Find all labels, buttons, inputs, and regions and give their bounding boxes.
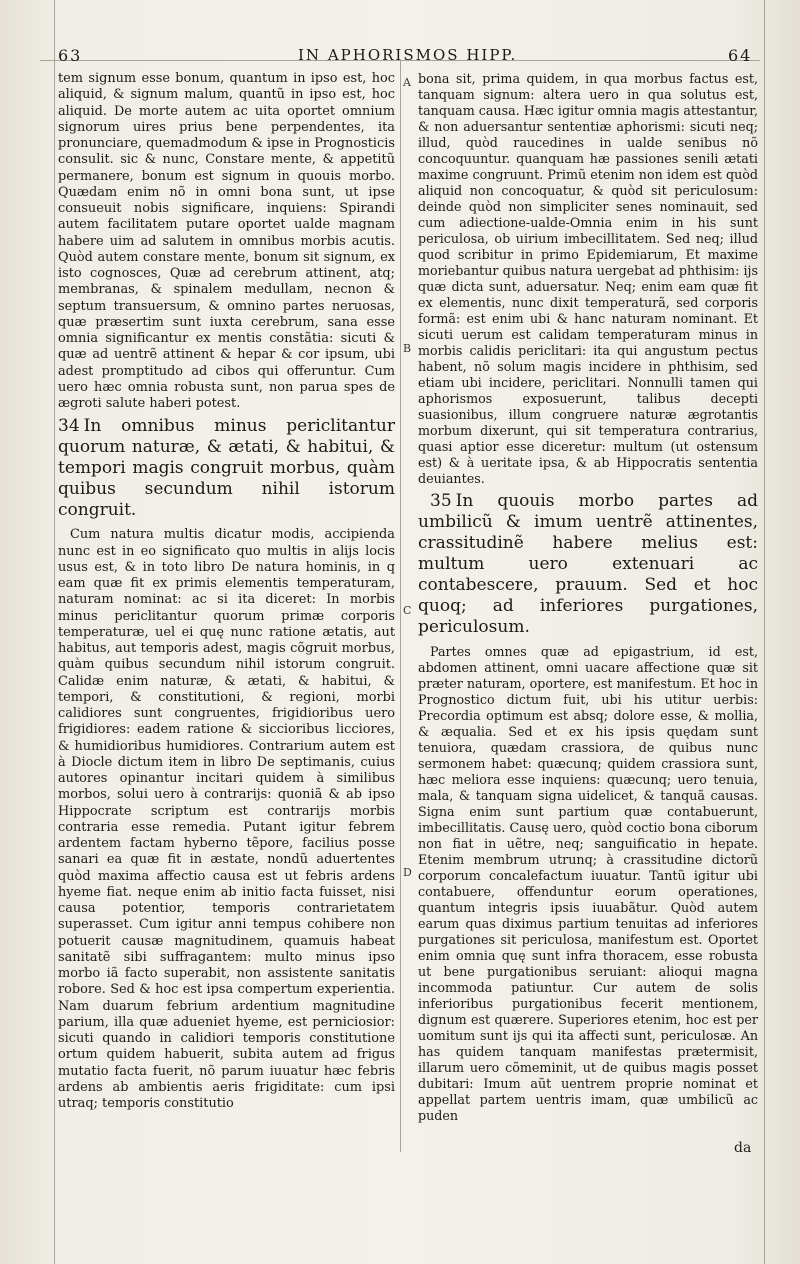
- aphorism-35-number: 35: [430, 491, 452, 511]
- page-number-left: 63: [58, 46, 83, 65]
- margin-letter-c: C: [403, 604, 412, 617]
- left-guide-line: [54, 0, 55, 1264]
- page-number-right: 64: [728, 46, 753, 65]
- aphorism-34-text: In omnibus minus periclitantur quorum naturæ, & ætati, & habitui, & tempori magis congruit morbus, quàm quibus secundum nihil istorum congruit.: [58, 416, 395, 521]
- right-guide-line: [764, 0, 765, 1264]
- margin-letter-d: D: [403, 866, 412, 879]
- running-title: IN APHORISMOS HIPP.: [298, 46, 518, 64]
- margin-letter-b: B: [403, 342, 412, 355]
- margin-letter-a: A: [403, 76, 411, 89]
- center-column-rule: [400, 60, 401, 1152]
- left-paragraph-2: Cum natura multis dicatur modis, accipienda nunc est in eo significato quo multis in alijs locis usus est, & in toto libro De natura hominis, in q eam quæ fit ex primis elementis temperaturam, naturam nominat: ac si ita diceret: In morbis minus periclitantur quorum primæ corporis temperaturæ, uel ei quę nunc ratione ætatis, aut habitus, aut temporis adest, magis cõgruit morbus, quàm quibus secundum nihil istorum congruit. Calidæ enim naturæ, & ætati, & habitui, & tempori, & constitutioni, & regioni, morbi calidiores sunt congruentes, frigidioribus uero frigidiores: eadem ratione & siccioribus licciores, & humidioribus humidiores. Contrarium autem est à Diocle dictum item in libro De septimanis, cuius autores opinantur incitari quidem à similibus morbos, solui uero à contrarijs: quoniã & ab ipso Hippocrate scriptum est contrarijs morbis contraria esse remedia. Putant igitur febrem ardentem factam hyberno tẽpore, facilius posse sanari ea quæ fit in æstate, nondũ aduertentes quòd maxima affectio causa est ut febris ardens hyeme fiat. neque enim ab initio facta fuisset, nisi causa potentior, temporis contrarietatem superasset. Cum igitur anni tempus cohibere non potuerit causæ magnitudinem, quamuis habeat sanitatẽ sibi suffragantem: multo minus ipso morbo iã facto superabit, non assistente sanitatis robore. Sed & hoc est ipsa compertum experientia. Nam duarum febrium ardentium magnitudine parium, illa quæ adueniet hyeme, est perniciosior: sicuti quando in calidiori temporis constitutione ortum quidem habuerit, subita autem ad frigus mutatio facta fuerit, nõ parum iuuatur hæc febris ardens ab ambientis aeris frigiditate: cum ipsi utraq; temporis constitutio: [58, 527, 395, 1111]
- right-paragraph-2: Partes omnes quæ ad epigastrium, id est, abdomen attinent, omni uacare affectione quæ sit præter naturam, oportere, est manifestum. Et hoc in Prognostico dictum fuit, ubi his utitur uerbis: Precordia optimum est absq; dolore esse, & mollia, & æqualia. Sed et ex his ipsis quędam sunt tenuiora, quædam crassiora, de quibus nunc sermonem habet: quæcunq; quidem crassiora sunt, hæc meliora esse inquiens: quæcunq; uero tenuia, mala, & tanquam signa uidelicet, & tanquã causas. Signa enim sunt partium quæ contabuerunt, imbecillitatis. Causę uero, quòd coctio bona ciborum non fiat in uẽtre, neq; sanguificatio in hepate. Etenim membrum utrunq; à crassitudine dictorũ corporum concalefactum iuuatur. Tantũ igitur ubi contabuere, offenduntur eorum operationes, quantum integris ipsis iuuabãtur. Quòd autem earum quas diximus partium tenuitas ad inferiores purgationes sit periculosa, manifestum est. Oportet enim omnia quę sunt infra thoracem, esse robusta ut bene purgationibus seruiant: alioqui magna incommoda patiuntur. Cur autem de solis inferioribus purgationibus fecerit mentionem, dignum est quærere. Superiores etenim, hoc est per uomitum sunt ijs qui ita affecti sunt, periculosæ. An has quidem tanquam manifestas prætermisit, illarum uero cõmeminit, ut de quibus magis posset dubitari: Imum aũt uentrem proprie nominat et appellat partem uentris imam, quæ umbilicũ ac puden: [418, 644, 758, 1123]
- left-paragraph-1: tem signum esse bonum, quantum in ipso est, hoc aliquid, & signum malum, quantũ in ipso est, hoc aliquid. De morte autem ac uita oportet omnium signorum uires prius bene perpendentes, ita pronunciare, quemadmodum & ipse in Prognosticis consulit. sic & nunc, Constare mente, & appetitũ permanere, bonum est signum in quouis morbo. Quædam enim nõ in omni bona sunt, ut ipse consueuit nobis significare, inquiens: Spirandi autem facilitatem putare oportet ualde magnam habere uim ad salutem in omnibus morbis acutis. Quòd autem constare mente, bonum sit signum, ex isto cognosces, Quæ ad cerebrum attinent, atq; membranas, & spinalem medullam, necnon & septum transuersum, & omnino partes neruosas, quæ præsertim sunt iuxta cerebrum, sana esse omnia significantur ex mentis constãtia: sicuti & quæ ad uentrẽ attinent & hepar & cor ipsum, ubi adest promptitudo ad cibos qui offeruntur. Cum uero hæc omnia robusta sunt, non parua spes de ægroti salute haberi potest.: [58, 71, 395, 411]
- left-column: [58, 71, 395, 1115]
- aphorism-34: [58, 416, 395, 521]
- aphorism-35: [418, 491, 758, 638]
- aphorism-35-text: In quouis morbo partes ad umbilicũ & imum uentrẽ attinentes, crassitudinẽ habere melius est: multum uero extenuari ac contabescere, prauum. Sed et hoc quoq; ad inferiores purgationes, periculosum.: [418, 491, 758, 637]
- right-column: [418, 71, 758, 1127]
- right-paragraph-1: bona sit, prima quidem, in qua morbus factus est, tanquam signum: altera uero in qua solutus est, tanquam causa. Hæc igitur omnia magis attestantur, & non aduersantur sententiæ aphorismi: sicuti neq; illud, quòd raucedines in ualde senibus nõ concoquuntur. quanquam hæ passiones senili ætati maxime congruunt. Primũ etenim non idem est quòd aliquid non concoquatur, & quòd sit periculosum: deinde quòd non simpliciter senes nominauit, sed cum adiectione-ualde-Omnia enim in his sunt periculosa, ob uirium imbecillitatem. Sed neq; illud quod scribitur in primo Epidemiarum, Et maxime moriebantur quibus natura uergebat ad phthisim: ijs quæ dicta sunt, aduersatur. Neq; enim eam quæ fit ex elementis, nunc dixit temperaturã, sed corporis formã: est enim ubi & hanc naturam nominant. Et sicuti uerum est calidam temperaturam minus in morbis calidis periclitari: ita qui angustum pectus habent, nõ solum magis incidere in phthisim, sed etiam ubi incidere, periclitari. Nonnulli tamen qui aphorismos exposuerunt, talibus decepti suasionibus, illum congruere naturæ ægrotantis morbum dixerunt, qui sit temperatura contrarius, quasi aptior esse diceretur: multum (ut ostensum est) & à ueritate ipsa, & ab Hippocratis sententia deuiantes.: [418, 71, 758, 486]
- aphorism-34-number: 34: [58, 416, 80, 437]
- catchword: da: [734, 1140, 752, 1156]
